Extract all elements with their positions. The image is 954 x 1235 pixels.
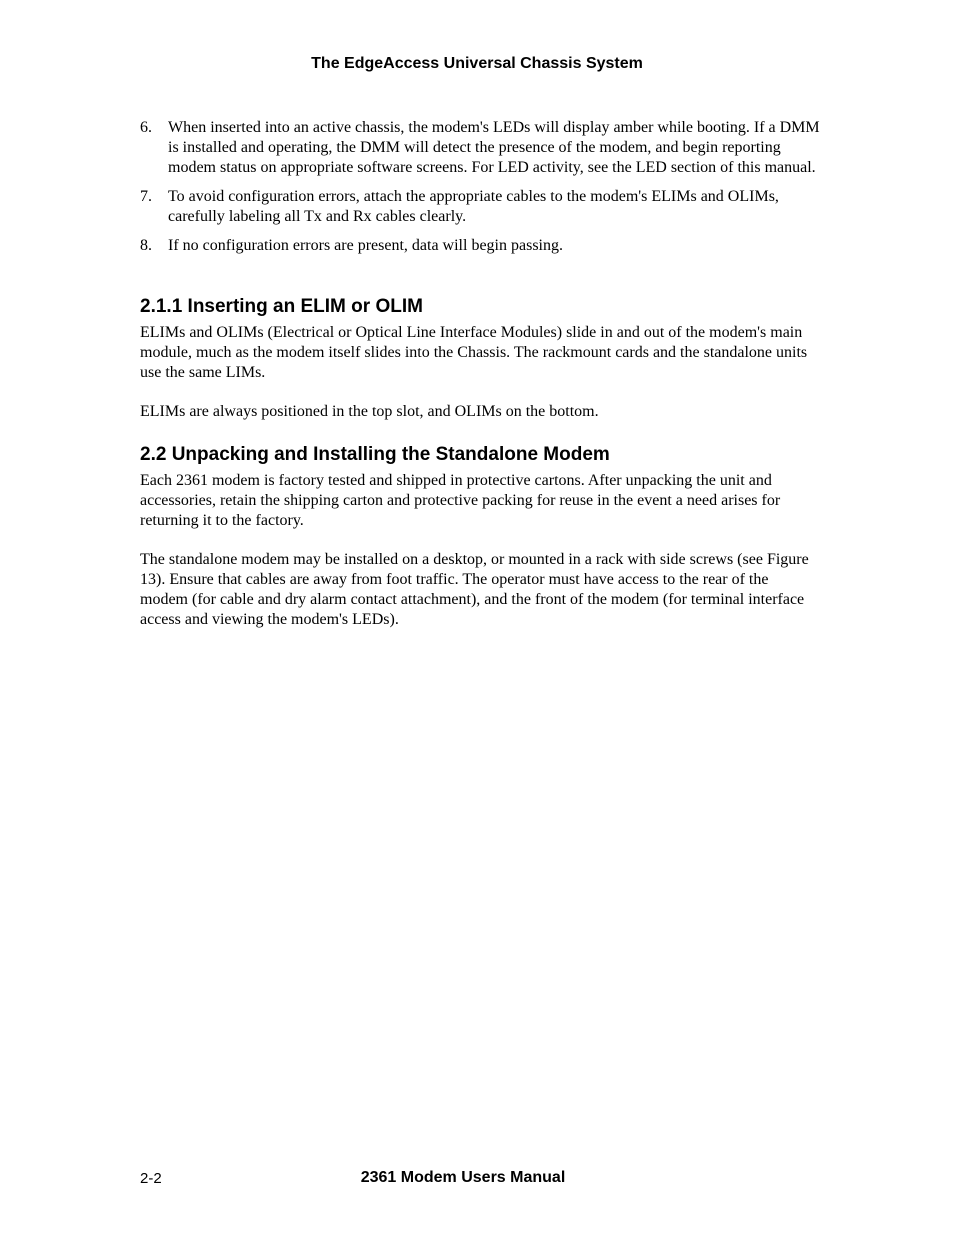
step-text: If no configuration errors are present, data will begin passing. bbox=[168, 237, 563, 254]
page-header: The EdgeAccess Universal Chassis System bbox=[311, 55, 643, 72]
paragraph: The standalone modem may be installed on a desktop, or mounted in a rack with side screws (see Figure 13). Ensure that cables are away from foot traffic. The operator must have access to the rear of the modem (for cable and dry alarm contact attachment), and the front of the modem (for terminal interface access and viewing the modem's LEDs). bbox=[140, 551, 809, 628]
step-number: 8. bbox=[140, 237, 152, 254]
page-content bbox=[140, 118, 820, 630]
manual-title: 2361 Modem Users Manual bbox=[360, 1169, 566, 1186]
list-item bbox=[140, 187, 820, 227]
section-heading-2-1-1: 2.1.1 Inserting an ELIM or OLIM bbox=[140, 296, 423, 317]
paragraph: Each 2361 modem is factory tested and shipped in protective cartons. After unpacking the unit and accessories, retain the shipping carton and protective packing for reuse in the event a need arises for returning it to the factory. bbox=[140, 472, 781, 529]
paragraph: ELIMs and OLIMs (Electrical or Optical Line Interface Modules) slide in and out of the modem's main module, much as the modem itself slides into the Chassis. The rackmount cards and the standalone units use the same LIMs. bbox=[140, 324, 808, 381]
section-heading-2-2: 2.2 Unpacking and Installing the Standalone Modem bbox=[140, 444, 610, 465]
step-text: When inserted into an active chassis, the modem's LEDs will display amber while booting. If a DMM is installed and operating, the DMM will detect the presence of the modem, and begin reporting modem status on appropriate software screens. For LED activity, see the LED section of this manual. bbox=[168, 119, 820, 176]
step-number: 6. bbox=[140, 119, 152, 136]
numbered-steps bbox=[140, 118, 820, 256]
list-item bbox=[140, 118, 820, 178]
list-item bbox=[140, 236, 820, 256]
paragraph: ELIMs are always positioned in the top slot, and OLIMs on the bottom. bbox=[140, 403, 599, 420]
page-number: 2-2 bbox=[140, 1170, 162, 1187]
step-number: 7. bbox=[140, 188, 152, 205]
step-text: To avoid configuration errors, attach the appropriate cables to the modem's ELIMs and OLIMs, carefully labeling all Tx and Rx cables clearly. bbox=[168, 188, 779, 225]
